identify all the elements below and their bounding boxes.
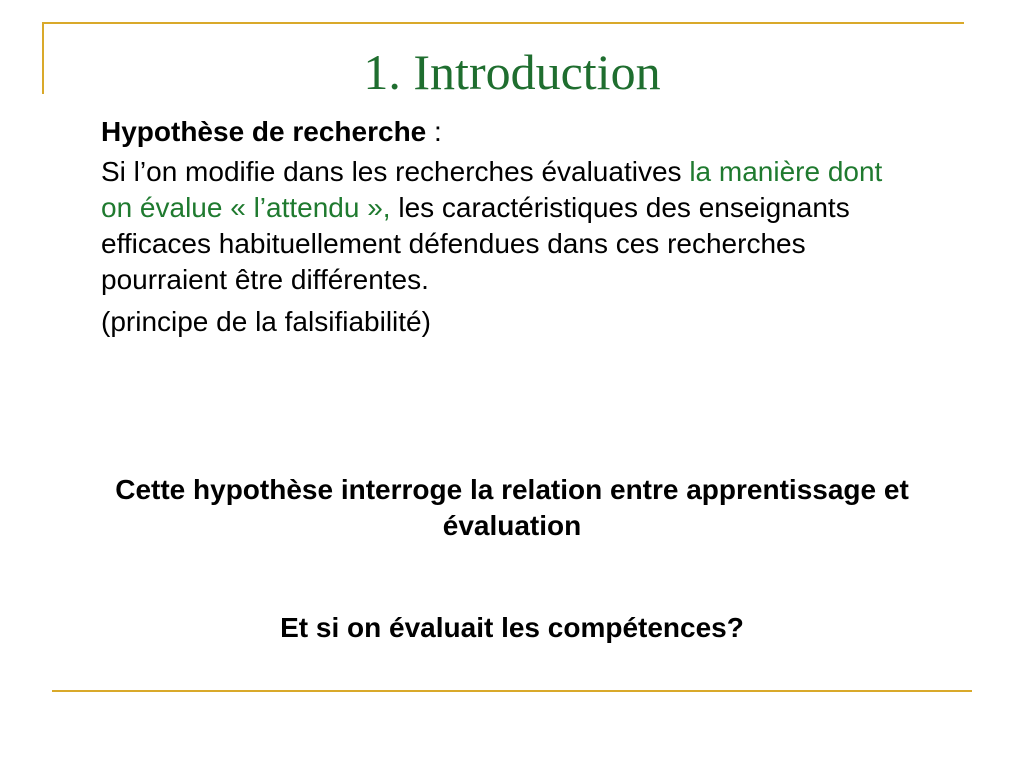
hypothesis-heading-suffix: :	[426, 116, 442, 147]
paragraph-highlight: la manière dont on évalue « l’attendu »,	[101, 156, 883, 223]
paragraph-part-2: les caractéristiques des enseignants efficaces habituellement défendues dans ces recherches pourraient être différentes.	[101, 192, 850, 295]
hypothesis-paragraph	[101, 154, 921, 298]
hypothesis-statement: Cette hypothèse interroge la relation entre apprentissage et évaluation	[115, 474, 909, 541]
paragraph-part-1: Si l’on modifie dans les recherches évaluatives	[101, 156, 690, 187]
competences-question: Et si on évaluait les compétences?	[280, 612, 744, 643]
falsifiability-note: (principe de la falsifiabilité)	[101, 306, 431, 337]
hypothesis-heading-label: Hypothèse de recherche	[101, 116, 427, 147]
frame-bottom-line	[52, 690, 972, 692]
frame-top-line	[42, 22, 964, 24]
slide-title: 1. Introduction	[363, 44, 661, 100]
hypothesis-heading	[101, 114, 921, 150]
slide-body	[101, 114, 921, 340]
